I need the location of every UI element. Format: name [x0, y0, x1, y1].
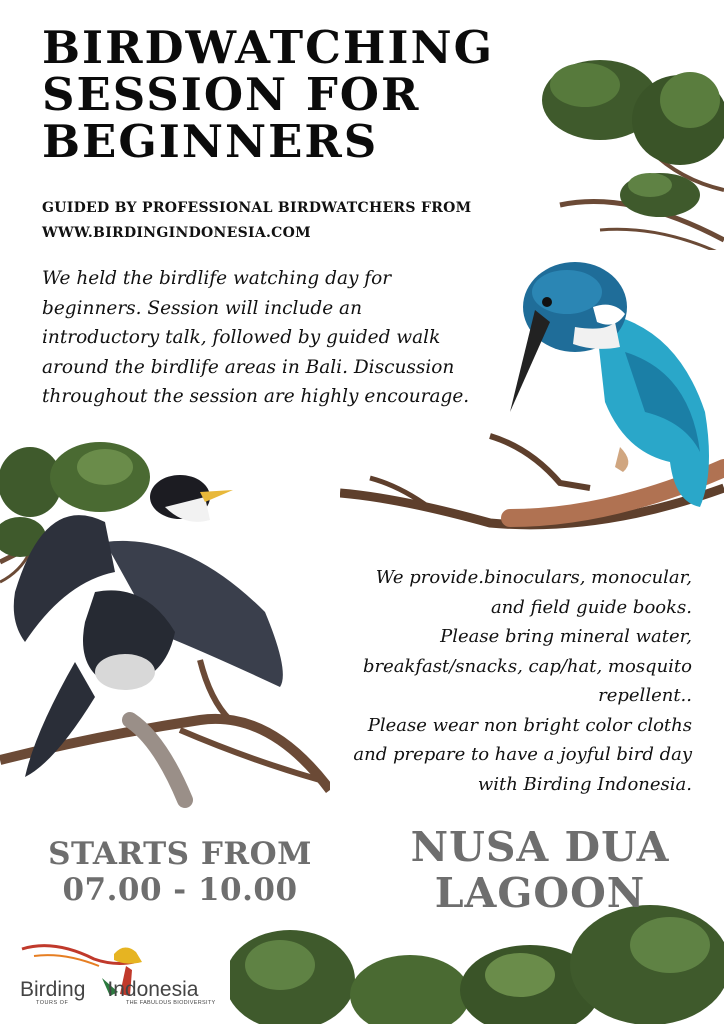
event-title: [42, 21, 522, 168]
schedule-time: 07.00 - 10.00: [62, 872, 298, 908]
logo-name-right: Indonesia: [107, 978, 199, 1001]
schedule-block: [30, 836, 330, 908]
details-line: Please wear non bright color cloths: [367, 714, 692, 736]
details-line: Please bring mineral water,: [440, 626, 692, 647]
kingfisher-illustration: [505, 252, 720, 514]
pine-foliage-bottom: [230, 905, 724, 1024]
details-paragraph: [322, 563, 692, 799]
location-line: LAGOON: [434, 869, 646, 917]
logo-name-left: Birding: [20, 978, 86, 1001]
logo-tagline-right: THE FABULOUS BIODIVERSITY: [126, 1000, 216, 1006]
subtitle-website: WWW.BIRDINGINDONESIA.COM: [42, 225, 311, 241]
intro-line: We held the birdlife watching day for: [42, 268, 392, 289]
schedule-label: STARTS FROM: [48, 836, 312, 872]
title-line: BEGINNERS: [42, 115, 379, 168]
details-line: with Birding Indonesia.: [477, 773, 692, 795]
cormorant-illustration: [5, 472, 295, 782]
details-line: and prepare to have a joyful bird day: [353, 744, 692, 765]
location-block: [395, 824, 685, 916]
title-line: SESSION FOR: [42, 68, 421, 121]
logo-tagline-left: TOURS OF: [36, 1000, 69, 1006]
logo-wordmark: [20, 978, 198, 1002]
pine-tree-top-right: [540, 30, 724, 250]
intro-line: throughout the session are highly encourage.: [42, 386, 470, 407]
intro-line: introductory talk, followed by guided walk: [42, 327, 441, 348]
intro-paragraph: [42, 264, 482, 412]
intro-line: around the birdlife areas in Bali. Discussion: [42, 356, 455, 378]
event-subtitle: [42, 196, 522, 246]
details-line: We provide.binoculars, monocular,: [375, 567, 692, 588]
title-line: BIRDWATCHING: [42, 21, 495, 74]
subtitle-line: GUIDED BY PROFESSIONAL BIRDWATCHERS FROM: [42, 200, 472, 216]
location-line: NUSA DUA: [410, 823, 670, 871]
details-line: breakfast/snacks, cap/hat, mosquito: [362, 655, 692, 677]
details-line: repellent..: [598, 685, 692, 706]
details-line: and field guide books.: [490, 596, 692, 618]
intro-line: beginners. Session will include an: [42, 297, 362, 319]
